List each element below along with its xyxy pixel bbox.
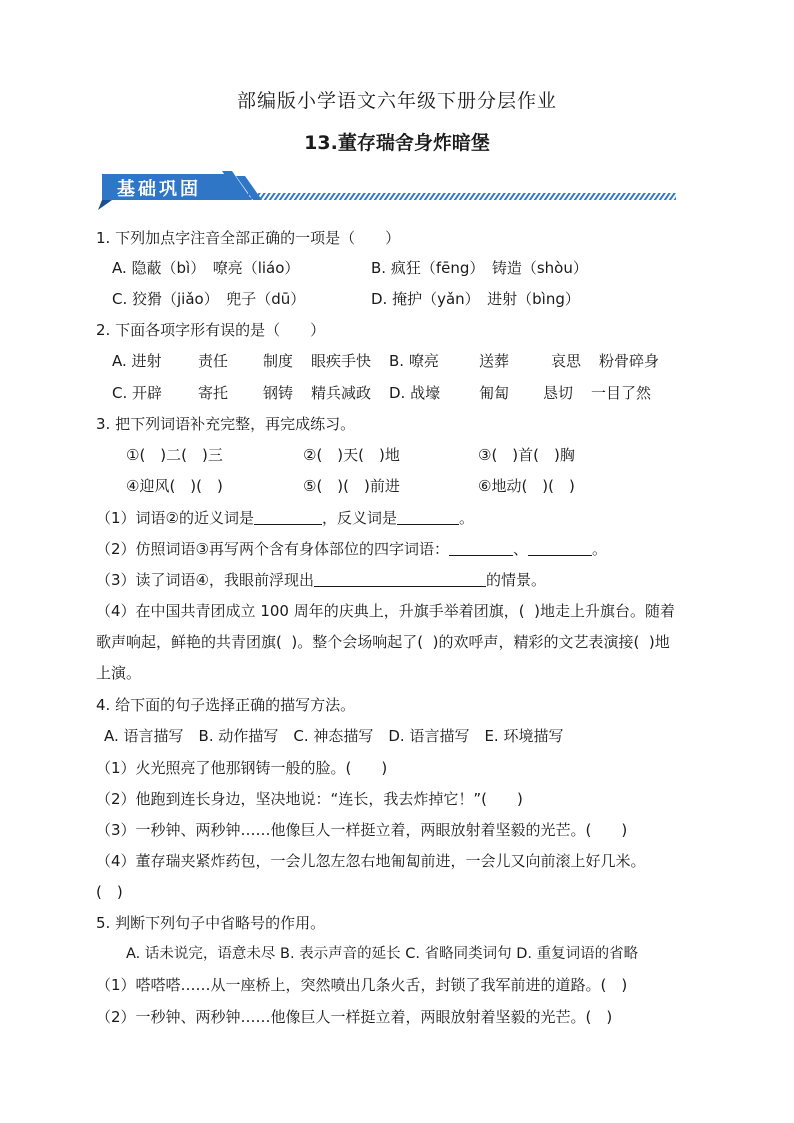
q2-b-word: 粉骨碎身 bbox=[599, 352, 660, 370]
q1-stem: 1. 下列加点字注音全部正确的一项是（ ） bbox=[96, 229, 401, 247]
lesson-title: 13.董存瑞舍身炸暗堡 bbox=[304, 132, 490, 154]
q2-option-b: B. 嘹亮 bbox=[389, 352, 439, 370]
q2-d-word: 匍匐 bbox=[479, 384, 510, 402]
q2-d-word: 恳切 bbox=[543, 384, 574, 402]
q4-sub-4-line-2: ( ) bbox=[96, 883, 123, 901]
q1-option-c: C. 狡猾（jiǎo） 兜子（dū） bbox=[112, 290, 306, 308]
q3-idiom-2: ②( )天( )地 bbox=[303, 446, 400, 464]
q2-option-d: D. 战壕 bbox=[389, 384, 441, 402]
q4-options: A. 语言描写 B. 动作描写 C. 神态描写 D. 语言描写 E. 环境描写 bbox=[104, 727, 564, 745]
q3-sub-4-line-2: 歌声响起，鲜艳的共青团旗( )。整个会场响起了( )的欢呼声，精彩的文艺表演接( )地 bbox=[96, 633, 670, 651]
q3-idiom-5: ⑤( )( )前进 bbox=[303, 477, 400, 495]
q3-idiom-1: ①( )二( )三 bbox=[126, 446, 223, 464]
answer-blank[interactable] bbox=[314, 571, 486, 587]
q3-idiom-3: ③( )首( )胸 bbox=[478, 446, 575, 464]
answer-blank[interactable] bbox=[449, 540, 513, 556]
q1-option-d: D. 掩护（yǎn） 进射（bìng） bbox=[371, 290, 580, 308]
q2-option-a: A. 进射 bbox=[112, 352, 162, 370]
q5-sub-1: （1）嗒嗒嗒……从一座桥上，突然喷出几条火舌，封锁了我军前进的道路。( ) bbox=[96, 976, 628, 994]
answer-blank[interactable] bbox=[254, 509, 322, 525]
banner-hatch-strip bbox=[236, 193, 676, 200]
q3-sub-2: （2）仿照词语③再写两个含有身体部位的四字词语： 、 。 bbox=[96, 540, 608, 558]
q4-sub-4-line-1: （4）董存瑞夹紧炸药包，一会儿忽左忽右地匍匐前进，一会儿又向前滚上好几米。 bbox=[96, 852, 646, 870]
q2-b-word: 哀思 bbox=[551, 352, 582, 370]
q2-c-word: 精兵减政 bbox=[311, 384, 372, 402]
q5-stem: 5. 判断下列句子中省略号的作用。 bbox=[96, 914, 326, 932]
q2-c-word: 钢铸 bbox=[263, 384, 294, 402]
q2-d-word: 一目了然 bbox=[591, 384, 652, 402]
q5-sub-2: （2）一秒钟、两秒钟……他像巨人一样挺立着，两眼放射着坚毅的光芒。( ) bbox=[96, 1008, 613, 1026]
q2-a-word: 制度 bbox=[263, 352, 294, 370]
banner-tab-fold bbox=[98, 200, 112, 210]
q2-c-word: 寄托 bbox=[198, 384, 229, 402]
q1-option-b: B. 疯狂（fēng） 铸造（shòu） bbox=[371, 259, 588, 277]
q3-stem: 3. 把下列词语补充完整，再完成练习。 bbox=[96, 415, 356, 433]
q4-sub-3: （3）一秒钟、两秒钟……他像巨人一样挺立着，两眼放射着坚毅的光芒。( ) bbox=[96, 821, 628, 839]
answer-blank[interactable] bbox=[528, 540, 592, 556]
q2-a-word: 眼疾手快 bbox=[311, 352, 372, 370]
q4-sub-2: （2）他跑到连长身边，坚决地说：“连长，我去炸掉它！”( ) bbox=[96, 790, 523, 808]
q4-sub-1: （1）火光照亮了他那钢铸一般的脸。( ) bbox=[96, 759, 388, 777]
q3-sub-4-line-1: （4）在中国共青团成立 100 周年的庆典上，升旗手举着团旗，( )地走上升旗台。随着 bbox=[96, 602, 675, 620]
q3-sub-1: （1）词语②的近义词是 ，反义词是 。 bbox=[96, 509, 475, 527]
q3-sub-3: （3）读了词语④，我眼前浮现出 的情景。 bbox=[96, 571, 547, 589]
q2-option-c: C. 开辟 bbox=[112, 384, 163, 402]
q2-b-word: 送葬 bbox=[479, 352, 510, 370]
answer-blank[interactable] bbox=[397, 509, 459, 525]
page-title: 部编版小学语文六年级下册分层作业 bbox=[236, 90, 557, 112]
q2-a-word: 责任 bbox=[198, 352, 229, 370]
q3-idiom-6: ⑥地动( )( ) bbox=[478, 477, 575, 495]
q5-options: A. 话未说完，语意未尽 B. 表示声音的延长 C. 省略同类词句 D. 重复词语的省略 bbox=[126, 946, 639, 962]
q1-option-a: A. 隐蔽（bì） 嘹亮（liáo） bbox=[112, 259, 300, 277]
q3-idiom-4: ④迎风( )( ) bbox=[126, 477, 223, 495]
q4-stem: 4. 给下面的句子选择正确的描写方法。 bbox=[96, 696, 356, 714]
q3-sub-4-line-3: 上演。 bbox=[96, 664, 142, 682]
section-label: 基础巩固 bbox=[117, 179, 201, 200]
q2-stem: 2. 下面各项字形有误的是（ ） bbox=[96, 321, 326, 339]
